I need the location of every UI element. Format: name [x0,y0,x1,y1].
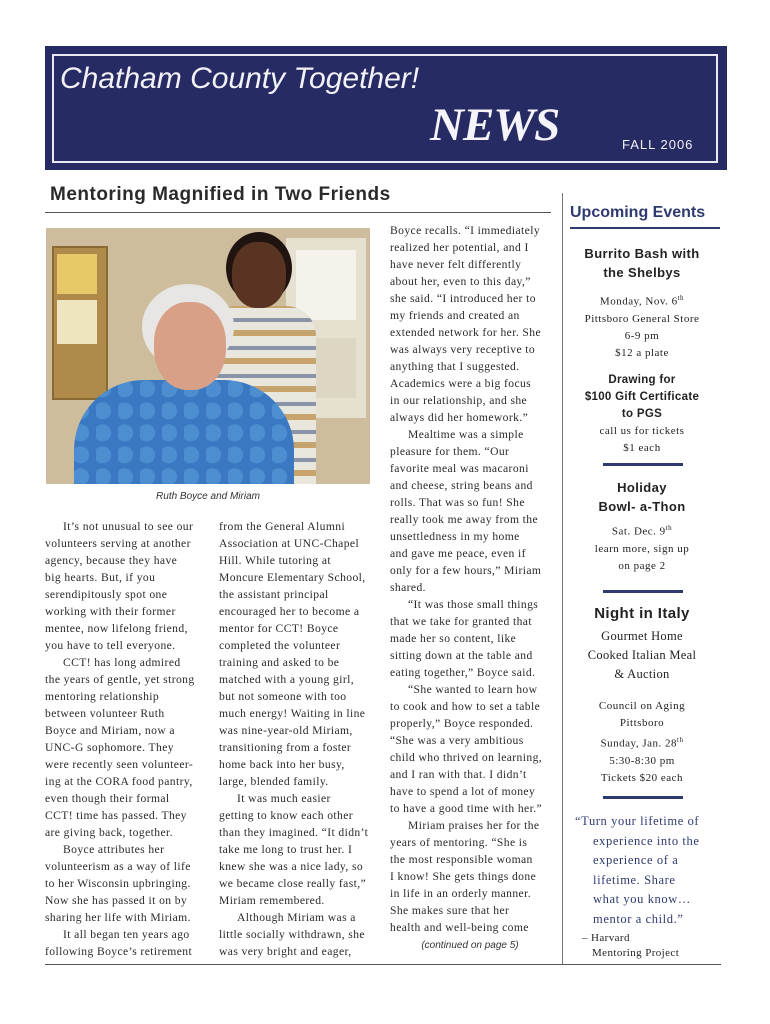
photo-note [57,300,97,344]
text-line: Although Miriam was a [237,911,356,924]
event-night-in-italy [567,604,717,787]
text-line: child who thrived on learning, [390,751,543,764]
text-line: that we take for granted that [390,615,532,628]
photo-mentor-face [154,302,226,390]
text-line: have to spend a lot of money [390,785,536,798]
text-line: we became close really fast,” [219,877,367,890]
event-detail: call us for tickets [599,425,685,437]
photo-note [296,250,356,320]
news-wordmark: NEWS [430,99,560,151]
text-line: volunteerism as a way of life [45,860,191,873]
text-line: and cheese, string beans and [390,479,533,492]
headline-rule [45,212,551,213]
text-line: large, blended family. [219,775,329,788]
text-line: Miriam praises her for the [408,819,540,832]
text-line: to have a good time with her.” [390,802,543,815]
text-line: to cook and how to set a table [390,700,541,713]
text-line: properly,” Boyce responded. [390,717,534,730]
text-line: much energy! Waiting in line [219,707,366,720]
event-title: Night in Italy [594,605,690,622]
text-line: extended network for her. She [390,326,542,339]
continued-note: (continued on page 5) [421,940,519,951]
text-line: – Harvard [582,932,630,944]
text-line: from the General Alumni [219,520,346,533]
sidebar-divider [562,193,563,964]
text-line: following Boyce’s retirement [45,945,193,958]
text-line: mentor for CCT! Boyce [219,622,339,635]
text-line: Mentoring Project [592,947,680,959]
text-line: Boyce recalls. “I immediately [390,224,541,237]
event-location: Pittsboro [619,717,665,729]
event-subtitle: Cooked Italian Meal [587,648,697,662]
event-organizer: Council on Aging [598,700,686,712]
text-line: CCT! has long admired [63,656,181,669]
text-line: really took me away from the [390,513,539,526]
event-date-text: Sunday, Jan. 28 [600,737,677,750]
text-line: in our relationship, and she [390,394,528,407]
article-column-1 [45,518,210,960]
event-title: $100 Gift Certificate [584,391,700,403]
mentoring-quote [575,812,725,929]
photo-caption: Ruth Boyce and Miriam [156,491,260,502]
event-bowl-a-thon [567,478,717,575]
text-line: Moncure Elementary School, [219,571,366,584]
text-line: realized her potential, and I [390,241,529,254]
text-line: take me long to trust her. I [219,843,353,856]
text-line: encouraged her to become a [219,605,360,618]
text-line: shared. [390,581,426,594]
text-line: and I ran with that. I didn’t [390,768,527,781]
sidebar-heading: Upcoming Events [570,204,706,221]
event-detail: learn more, sign up [594,542,690,555]
text-line: and gave me peace, even if [390,547,526,560]
text-line: even though their formal [45,792,170,805]
text-line: It was much easier [237,792,331,805]
text-line: Mealtime was a simple [408,428,524,441]
text-line: “It was those small things [408,598,539,611]
text-line: eating together,” Boyce said. [390,666,536,679]
text-line: Association at UNC-Chapel [219,537,360,550]
text-line: my friends and created an [390,309,520,322]
text-line: in life in an orderly manner. [390,887,532,900]
event-title: Holiday [617,480,667,495]
text-line: It’s not unusual to see our [63,520,194,533]
text-line: volunteers serving at another [45,537,191,550]
text-line: knew she was a nice lady, so [219,860,364,873]
event-time: 5:30-8:30 pm [609,754,675,767]
text-line: It all began ten years ago [63,928,190,941]
event-place: Pittsboro General Store [584,312,700,325]
event-title: to PGS [621,408,663,420]
text-line: I know! She gets things done [390,870,537,883]
text-line: she said. “I introduced her to [390,292,536,305]
text-line: the most responsible woman [390,853,533,866]
text-line: mentoring relationship [45,690,160,703]
text-line: was always very receptive to [390,343,536,356]
article-column-3 [390,222,555,936]
text-line: home back into her busy, [219,758,345,771]
event-time: 6-9 pm [624,329,660,342]
text-line: Boyce and Miriam, now a [45,724,175,737]
text-line: only for a few hours,” Miriam [390,564,542,577]
text-line: lifetime. Share [593,872,676,887]
text-line: UNC-G sophomore. They [45,741,174,754]
event-detail: $1 each [623,442,661,454]
event-burrito-bash [567,244,717,362]
quote-attribution [582,931,722,961]
event-date-suffix: th [677,736,684,744]
text-line: you have to tell everyone. [45,639,176,652]
text-line: than they imagined. “It didn’t [219,826,369,839]
text-line: matched with a young girl, [219,673,355,686]
text-line: always did her homework.” [390,411,529,424]
page-bottom-rule [45,964,721,965]
text-line: “She wanted to learn how [408,683,538,696]
text-line: working with their former [45,605,176,618]
event-title: Burrito Bash with [584,246,700,261]
sidebar-separator [603,590,683,593]
photo-mentee-face [232,242,286,308]
text-line: health and well-being come [390,921,529,934]
text-line: Academics were a big focus [390,377,532,390]
text-line: rolls. That was so fun! She [390,496,525,509]
text-line: but not someone with too [219,690,347,703]
text-line: mentee, now lifelong friend, [45,622,188,635]
text-line: about her, even to this day,” [390,275,531,288]
text-line: sharing her life with Miriam. [45,911,191,924]
event-drawing [567,372,717,457]
text-line: mentor a child.” [593,911,684,926]
text-line: Hill. While tutoring at [219,554,332,567]
text-line: Now she has passed it on by [45,894,188,907]
text-line: anything that I suggested. [390,360,520,373]
article-photo [46,228,370,484]
text-line: experience into the [593,833,700,848]
text-line: transitioning from a foster [219,741,352,754]
event-date [567,732,717,753]
photo-mentor-shirt [74,380,294,484]
text-line: unsettledness in my home [390,530,520,543]
text-line: Miriam remembered. [219,894,325,907]
event-date-text: Sat. Dec. 9 [611,525,666,538]
text-line: the years of gentle, yet strong [45,673,195,686]
text-line: ing at the CORA food pantry, [45,775,193,788]
text-line: years of mentoring. “She is [390,836,528,849]
sidebar-separator [603,796,683,799]
text-line: “She was a very ambitious [390,734,524,747]
article-column-2 [219,518,379,960]
text-line: “Turn your lifetime of [575,814,700,828]
text-line: pleasure for them. “Our [390,445,510,458]
text-line: were recently seen volunteer- [45,758,194,771]
text-line: big hearts. But, if you [45,571,156,584]
sidebar-heading-rule [570,227,720,229]
event-date-suffix: th [665,524,673,532]
event-date-text: Monday, Nov. 6 [599,295,678,308]
text-line: made her so content, like [390,632,517,645]
text-line: CCT! time has passed. They [45,809,187,822]
event-title: the Shelbys [603,265,681,280]
text-line: agency, because they have [45,554,178,567]
text-line: She makes sure that her [390,904,510,917]
event-subtitle: Gourmet Home [601,629,683,643]
text-line: experience of a [593,853,679,867]
text-line: what you know… [593,892,691,906]
event-price: Tickets $20 each [600,771,684,784]
photo-note [57,254,97,294]
text-line: favorite meal was macaroni [390,462,529,475]
text-line: have never felt differently [390,258,522,271]
text-line: serendipitously spot one [45,588,168,601]
event-date-suffix: th [677,294,685,302]
text-line: was nine-year-old Miriam, [219,724,353,737]
event-detail: on page 2 [618,559,666,572]
event-subtitle: & Auction [614,667,670,681]
text-line: the assistant principal [219,588,329,601]
text-line: little socially withdrawn, she [219,928,365,941]
event-date [567,520,717,541]
text-line: was very bright and eager, [219,945,352,958]
text-line: completed the volunteer [219,639,341,652]
text-line: are giving back, together. [45,826,173,839]
text-line: training and asked to be [219,656,340,669]
event-title: Drawing for [608,374,676,386]
text-line: sitting down at the table and [390,649,533,662]
text-line: Boyce attributes her [63,843,165,856]
text-line: getting to know each other [219,809,354,822]
sidebar-separator [603,463,683,466]
article-headline: Mentoring Magnified in Two Friends [50,184,391,205]
issue-season: FALL 2006 [622,137,694,152]
event-date [567,290,717,311]
text-line: to her Wisconsin upbringing. [45,877,191,890]
text-line: between volunteer Ruth [45,707,165,720]
event-title: Bowl- a-Thon [598,499,686,514]
event-price: $12 a plate [615,346,669,359]
newsletter-title: Chatham County Together! [60,62,420,95]
